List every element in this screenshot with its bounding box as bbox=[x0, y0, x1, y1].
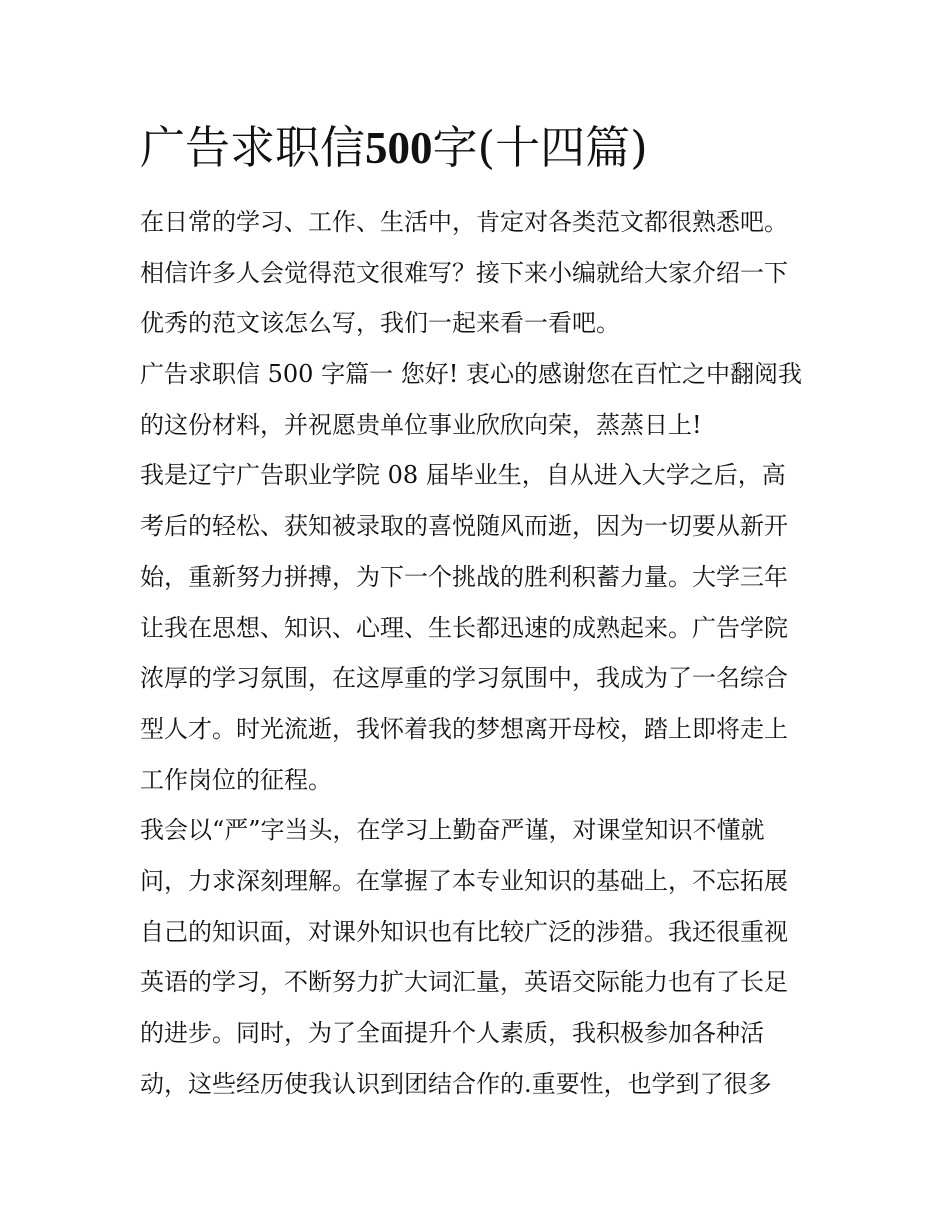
body-line: 广告求职信 500 字篇一 您好! 衷心的感谢您在百忙之中翻阅我 bbox=[140, 360, 802, 389]
title-number: 500 bbox=[365, 123, 433, 173]
title-text-part2: 字(十四篇) bbox=[432, 121, 648, 174]
body-line: 动，这些经历使我认识到团结合作的.重要性，也学到了很多 bbox=[140, 1069, 772, 1098]
body-line: 考后的轻松、获知被录取的喜悦随风而逝，因为一切要从新开 bbox=[140, 512, 788, 541]
body-line: 浓厚的学习氛围，在这厚重的学习氛围中，我成为了一名综合 bbox=[140, 664, 788, 693]
body-line: 型人才。时光流逝，我怀着我的梦想离开母校，踏上即将走上 bbox=[140, 714, 788, 743]
title-text-part1: 广告求职信 bbox=[140, 121, 366, 174]
body-line: 我会以“严”字当头，在学习上勤奋严谨，对课堂知识不懂就 bbox=[140, 816, 765, 845]
body-line: 优秀的范文该怎么写，我们一起来看一看吧。 bbox=[140, 309, 620, 338]
body-line: 让我在思想、知识、心理、生长都迅速的成熟起来。广告学院 bbox=[140, 613, 788, 642]
body-line: 工作岗位的征程。 bbox=[140, 765, 332, 794]
body-line: 在日常的学习、工作、生活中，肯定对各类范文都很熟悉吧。 bbox=[140, 208, 788, 236]
body-line: 的进步。同时，为了全面提升个人素质，我积极参加各种活 bbox=[140, 1019, 764, 1047]
body-line: 我是辽宁广告职业学院 08 届毕业生，自从进入大学之后，高 bbox=[140, 461, 786, 490]
body-line: 的这份材料，并祝愿贵单位事业欣欣向荣，蒸蒸日上! bbox=[140, 410, 702, 439]
body-line: 自己的知识面，对课外知识也有比较广泛的涉猎。我还很重视 bbox=[140, 917, 788, 946]
document-body bbox=[140, 197, 820, 1109]
body-line: 始，重新努力拼搏，为下一个挑战的胜利积蓄力量。大学三年 bbox=[140, 562, 788, 591]
document-title bbox=[140, 118, 840, 178]
body-line: 问，力求深刻理解。在掌握了本专业知识的基础上，不忘拓展 bbox=[140, 866, 788, 895]
body-line: 英语的学习，不断努力扩大词汇量，英语交际能力也有了长足 bbox=[140, 968, 788, 997]
body-line: 相信许多人会觉得范文很难写？接下来小编就给大家介绍一下 bbox=[140, 258, 788, 287]
